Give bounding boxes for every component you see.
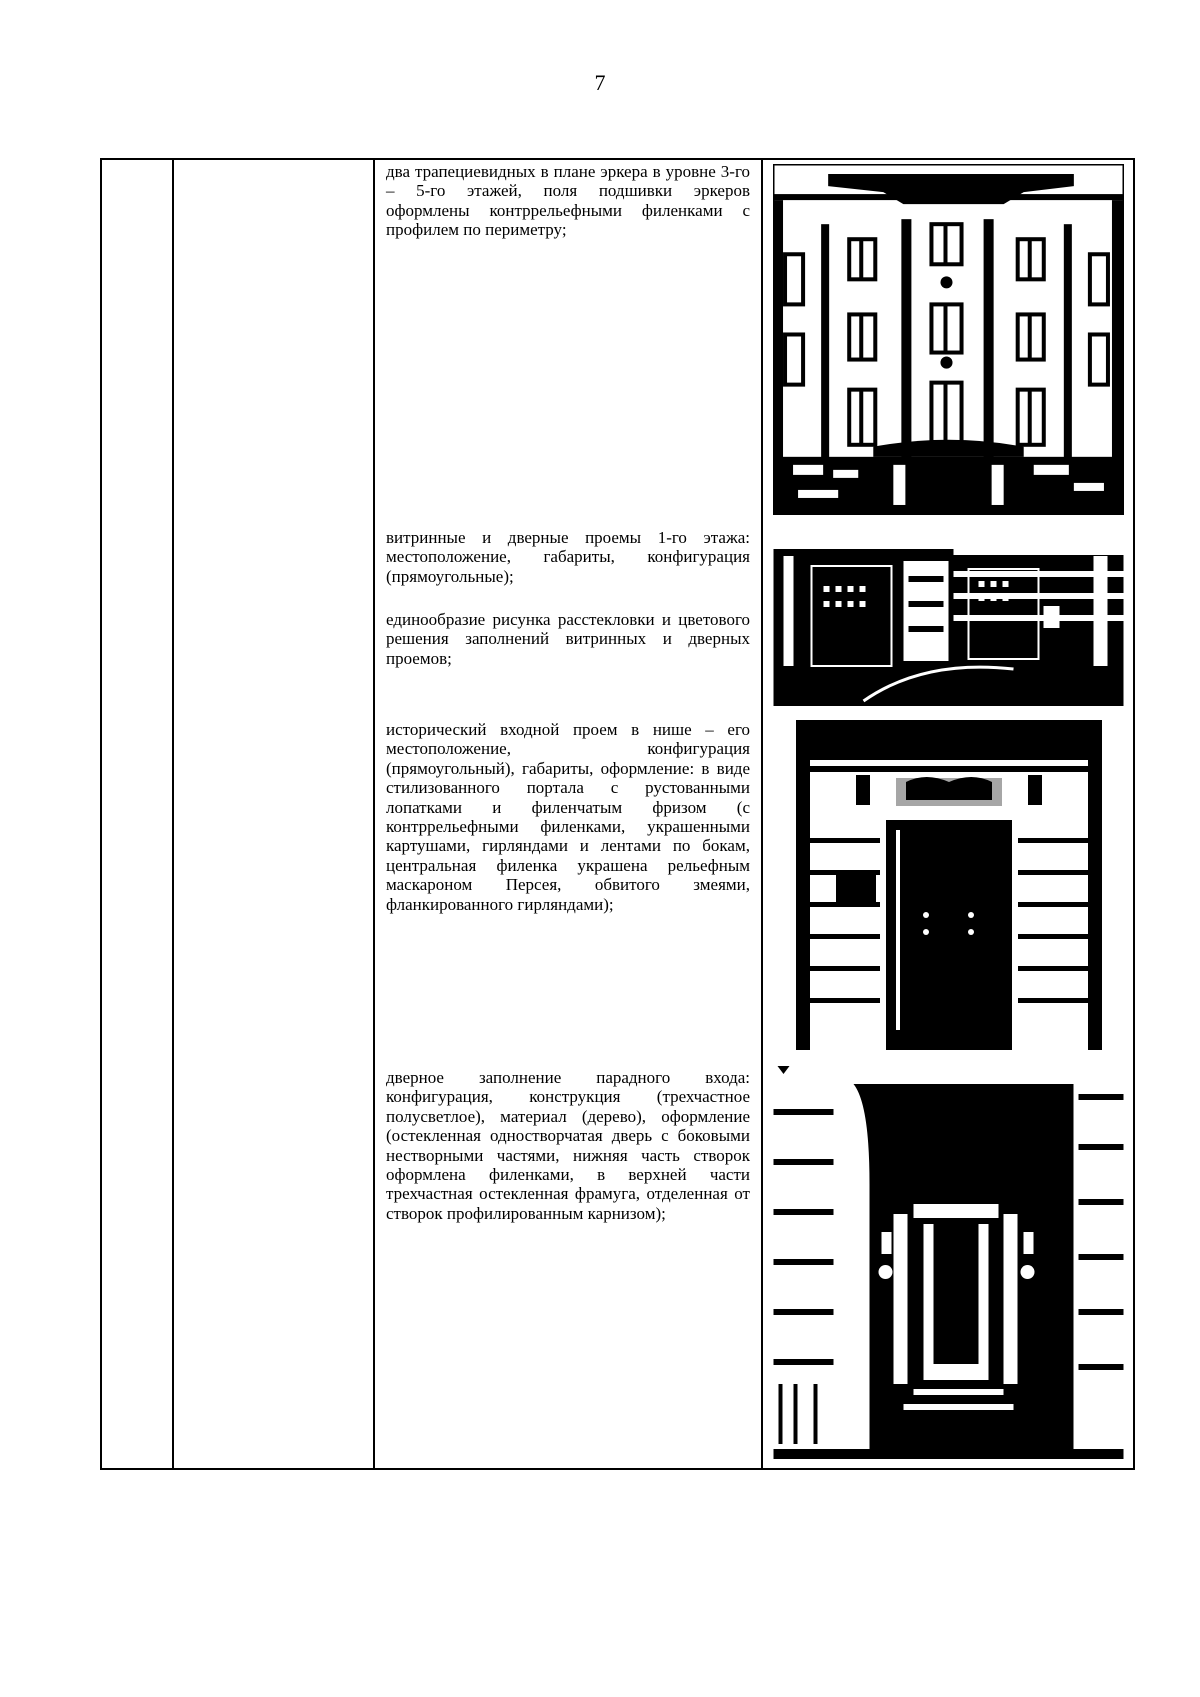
description-paragraph: витринные и дверные проемы 1-го этажа: местоположение, габариты, конфигурация (прямоугольные); (386, 528, 750, 586)
description-paragraph: исторический входной проем в нише – его местоположение, конфигурация (прямоугольный), габариты, оформление: в виде стилизованного портала с рустованными лопатками и филенчатым фризом (с контррельефными филенками, украшенными картушами, гирляндами и лентами по бокам, центральная филенка украшена рельефным маскароном Персея, обвитого змеями, фланкированного гирляндами); (386, 720, 750, 914)
building-facade-icon (773, 164, 1124, 515)
entrance-door-photo (773, 1064, 1124, 1459)
description-paragraph: дверное заполнение парадного входа: конфигурация, конструкция (трехчастное полусветлое), материал (дерево), оформление (остекленная одностворчатая дверь с боковыми нестворными частями, нижняя часть створок оформлена филенками, в верхней части трехчастная остекленная фрамуга, отделенная от створок профилированным карнизом); (386, 1068, 750, 1223)
shopfront-photo (773, 531, 1124, 706)
photo-cell (762, 159, 1134, 1469)
page-number: 7 (594, 70, 606, 95)
subject-cell (173, 159, 374, 1469)
table-row (101, 159, 1134, 1469)
facade-photo (773, 164, 1124, 515)
shopfront-icon (773, 531, 1124, 706)
description-cell (374, 159, 762, 1469)
monument-subject-table (100, 158, 1135, 1470)
number-cell (101, 159, 173, 1469)
description-paragraph: единообразие рисунка расстекловки и цветового решения заполнений витринных и дверных проемов; (386, 610, 750, 668)
description-paragraph: два трапециевидных в плане эркера в уровне 3-го – 5-го этажей, поля подшивки эркеров оформлены контррельефными филенками с профилем по периметру; (386, 162, 750, 240)
portal-photo (796, 720, 1102, 1050)
entrance-portal-icon (796, 720, 1102, 1050)
entrance-door-icon (773, 1064, 1124, 1459)
